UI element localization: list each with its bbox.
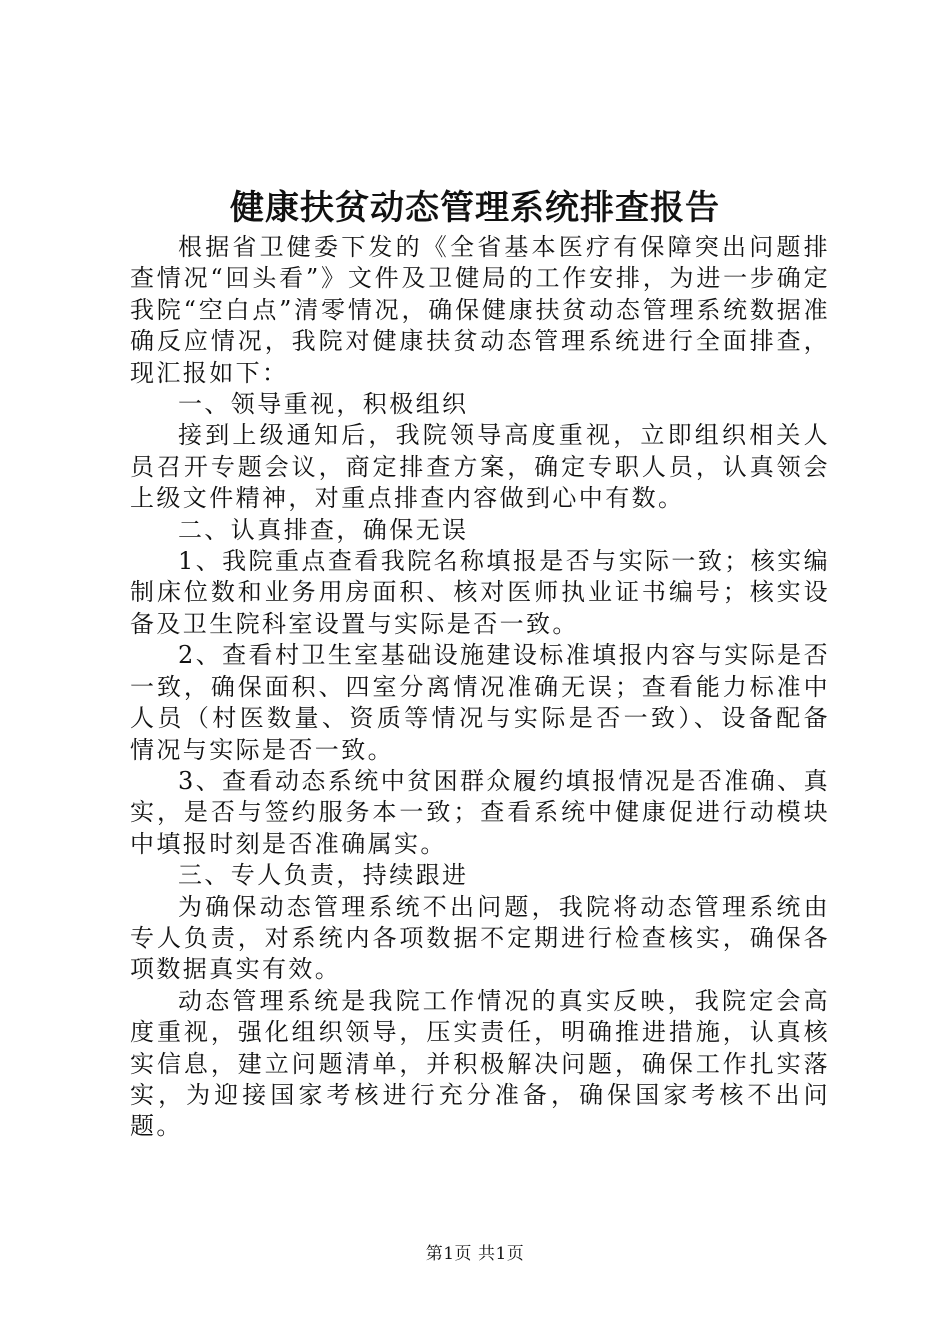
section-heading-2: 二、认真排查，确保无误 [178,515,469,544]
paragraph-section-1: 接到上级通知后，我院领导高度重视，立即组织相关人员召开专题会议，商定排查方案，确定专职人员，认真领会上级文件精神，对重点排查内容做到心中有数。 [130,421,830,513]
page-number-footer: 第1页 共1页 [425,1244,525,1264]
paragraph-item-2: 2、查看村卫生室基础设施建设标准填报内容与实际是否一致，确保面积、四室分离情况准确无误；查看能力标准中人员（村医数量、资质等情况与实际是否一致）、设备配备情况与实际是否一致。 [130,641,830,764]
paragraph-conclusion: 动态管理系统是我院工作情况的真实反映，我院定会高度重视，强化组织领导，压实责任，明确推进措施，认真核实信息，建立问题清单，并积极解决问题，确保工作扎实落实，为迎接国家考核进行充分准备，确保国家考核不出问题。 [130,986,830,1141]
document-title: 健康扶贫动态管理系统排查报告 [230,188,720,228]
document-body [130,232,830,1143]
paragraph-section-3: 为确保动态管理系统不出问题，我院将动态管理系统由专人负责，对系统内各项数据不定期进行检查核实，确保各项数据真实有效。 [130,892,830,984]
section-heading-3: 三、专人负责，持续跟进 [178,861,469,890]
paragraph-intro: 根据省卫健委下发的《全省基本医疗有保障突出问题排查情况“回头看”》文件及卫健局的工作安排，为进一步确定我院“空白点”清零情况，确保健康扶贫动态管理系统数据准确反应情况，我院对健康扶贫动态管理系统进行全面排查，现汇报如下： [130,233,830,387]
paragraph-item-3: 3、查看动态系统中贫困群众履约填报情况是否准确、真实，是否与签约服务本一致；查看系统中健康促进行动模块中填报时刻是否准确属实。 [130,766,830,858]
section-heading-1: 一、领导重视，积极组织 [178,390,469,419]
paragraph-item-1: 1、我院重点查看我院名称填报是否与实际一致；核实编制床位数和业务用房面积、核对医师执业证书编号；核实设备及卫生院科室设置与实际是否一致。 [130,547,830,638]
